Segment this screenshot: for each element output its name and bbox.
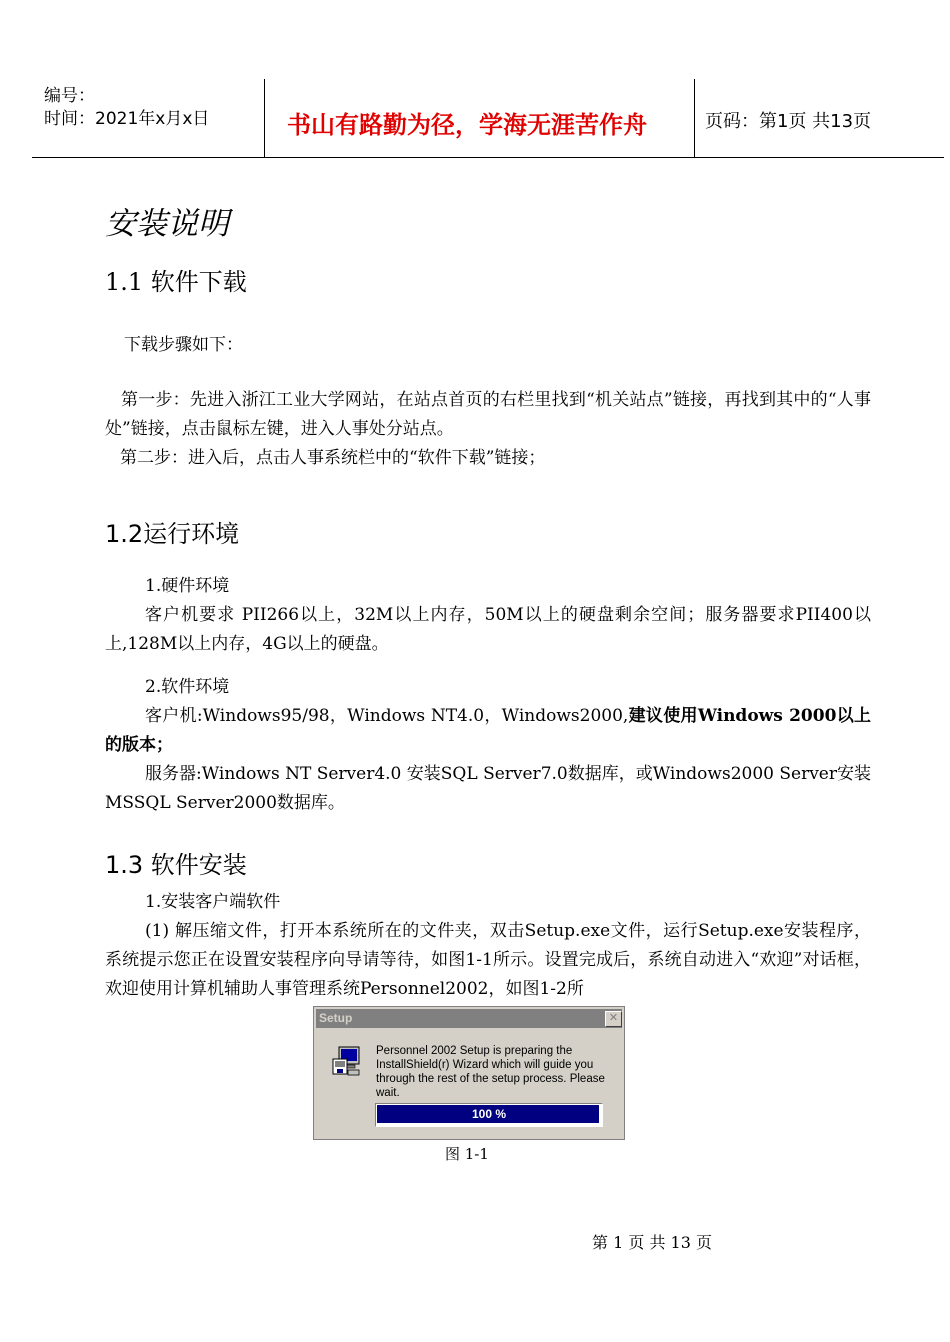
time-label: 时间：2021年x月x日 <box>44 109 210 129</box>
installer-icon <box>330 1045 362 1077</box>
section-heading-environment: 1.2运行环境 <box>105 520 240 548</box>
install-paragraph: (1) 解压缩文件，打开本系统所在的文件夹，双击Setup.exe文件，运行Setup.exe安装程序，系统提示您正在设置安装程序向导请等待，如图1-1所示。设置完成后，系统自动进入“欢迎”对话框，欢迎使用计算机辅助人事管理系统Personnel2002，如图1-2所 <box>105 921 871 999</box>
header-page-cell <box>695 79 944 157</box>
close-icon: ✕ <box>605 1011 622 1027</box>
page-header <box>32 79 944 158</box>
hardware-text: 客户机要求 PII266以上，32M以上内存，50M以上的硬盘剩余空间；服务器要求PII400以上,128M以上内存，4G以上的硬盘。 <box>105 605 871 654</box>
figure-caption: 图 1-1 <box>445 1145 489 1163</box>
header-motto-cell <box>265 79 695 157</box>
page-footer: 第 1 页 共 13 页 <box>592 1233 712 1252</box>
number-label: 编号： <box>44 86 95 106</box>
section-heading-download: 1.1 软件下载 <box>105 268 247 296</box>
setup-dialog-figure <box>313 1006 625 1140</box>
download-step2: 第二步：进入后，点击人事系统栏中的“软件下载”链接； <box>120 448 546 468</box>
motto: 书山有路勤为径，学海无涯苦作舟 <box>287 111 647 139</box>
progress-text: 100 % <box>471 1107 507 1121</box>
software-client-recommendation: 建议使用Windows 2000以上的版本； <box>105 706 871 755</box>
software-server: 服务器:Windows NT Server4.0 安装SQL Server7.0数据库，或Windows2000 Server安装MSSQL Server2000数据库。 <box>105 764 871 813</box>
download-step1: 第一步：先进入浙江工业大学网站，在站点首页的右栏里找到“机关站点”链接，再找到其中的“人事处”链接，点击鼠标左键，进入人事处分站点。 <box>105 390 871 439</box>
download-intro: 下载步骤如下： <box>124 335 243 355</box>
software-client <box>105 702 871 760</box>
progress-bar <box>375 1103 603 1127</box>
dialog-titlebar: Setup <box>316 1009 622 1028</box>
hardware-title: 1.硬件环境 <box>145 576 230 596</box>
header-meta <box>32 79 265 157</box>
install-subtitle: 1.安装客户端软件 <box>145 892 281 912</box>
doc-title: 安装说明 <box>105 206 229 242</box>
dialog-message: Personnel 2002 Setup is preparing the InstallShield(r) Wizard which will guide you through the rest of the setup process. Please wait. <box>376 1045 605 1099</box>
page-info: 页码：第1页 共13页 <box>705 111 872 132</box>
software-title: 2.软件环境 <box>145 677 230 697</box>
section-heading-install: 1.3 软件安装 <box>105 851 247 879</box>
software-client-text: 客户机:Windows95/98，Windows NT4.0，Windows2000, <box>145 706 629 726</box>
